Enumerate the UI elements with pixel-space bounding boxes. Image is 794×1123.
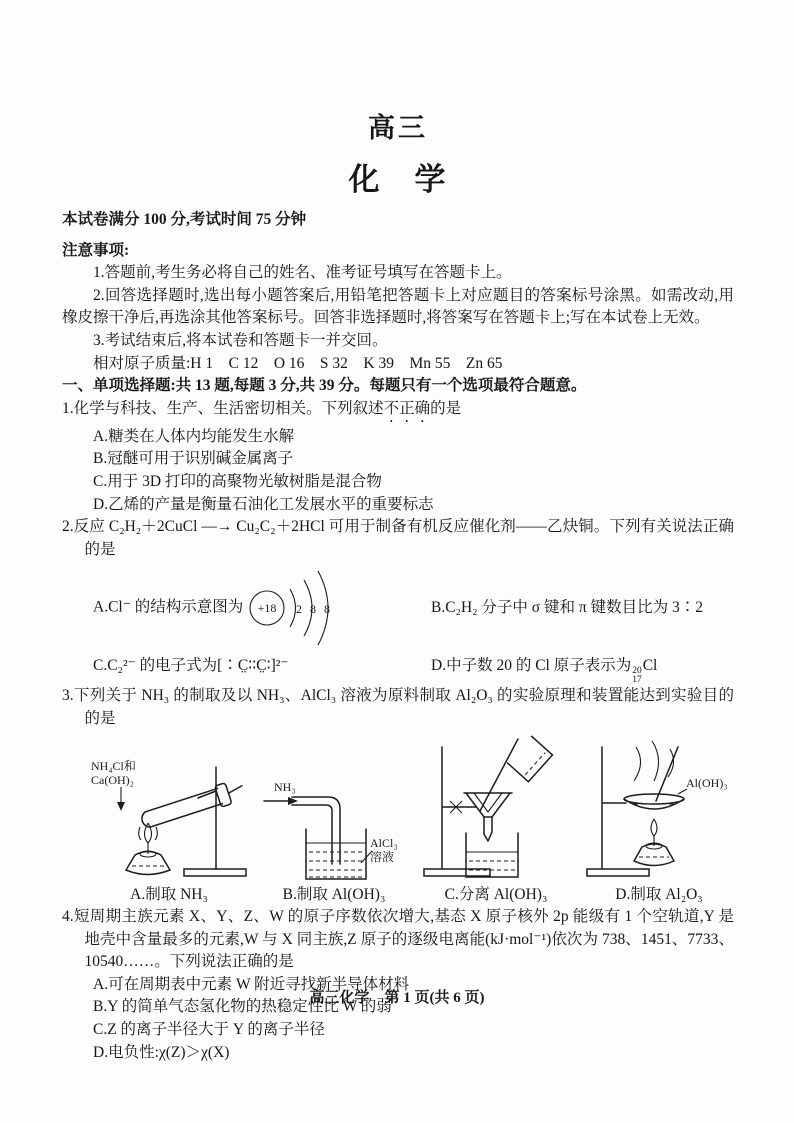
notice-title: 注意事项:	[62, 241, 130, 259]
figure-b	[260, 757, 408, 907]
figure-caption: C.分离 Al(OH)₃	[444, 885, 548, 903]
atomic-masses: 相对原子质量:H 1 C 12 O 16 S 32 K 39 Mn 55 Zn 65	[93, 354, 503, 372]
figure-caption: B.制取 Al(OH)₃	[282, 885, 386, 903]
reagent-label: Ca(OH)₂	[91, 772, 134, 787]
option	[431, 655, 734, 685]
option: A.糖类在人体内均能发生水解	[93, 427, 295, 445]
notice-item-1: 1.答题前,考生务必将自己的姓名、准考证号填写在答题卡上。	[93, 264, 512, 282]
figure-d	[584, 735, 734, 907]
nuclide-mass-number: 20	[632, 666, 642, 677]
reagent-label: NH₄Cl和	[91, 758, 136, 773]
apparatus-b-gas-into-beaker	[260, 757, 408, 883]
grade-title: 高三	[368, 113, 428, 143]
section-1-heading: 一、单项选择题:共 13 题,每题 3 分,共 39 分。每题只有一个选项最符合题意。	[62, 377, 587, 395]
shell-electron-count: 2	[296, 602, 303, 617]
figure-c	[418, 735, 574, 907]
q2-option-d-text: D.中子数 20 的 Cl 原子表示为	[431, 657, 632, 675]
figure-caption: A.制取 NH₃	[130, 885, 208, 903]
question-2-stem: 2.反应 C₂H₂＋2CuCl —→ Cu₂C₂＋2HCl 可用于制备有机反应催化剂——乙炔铜。下列有关说法正确的是	[62, 518, 734, 558]
shell-electron-count: 8	[324, 602, 331, 617]
figure-a	[88, 757, 250, 907]
option: B.C₂H₂ 分子中 σ 键和 π 键数目比为 3∶2	[431, 599, 703, 617]
question-2-options-row-1	[62, 561, 734, 655]
reagent-label: AlCl₃	[370, 835, 398, 850]
nuclide-atomic-number: 17	[632, 675, 642, 686]
option	[93, 565, 431, 651]
substance-label: Al(OH)₃	[686, 775, 728, 790]
question-1	[62, 398, 734, 516]
figure-caption: D.制取 Al₂O₃	[615, 885, 703, 903]
option: C.用于 3D 打印的高聚物光敏树脂是混合物	[93, 472, 382, 490]
nuclide-symbol: Cl	[642, 657, 658, 675]
apparatus-figures-row	[62, 735, 734, 907]
nucleus-charge-label: +18	[257, 601, 277, 616]
apparatus-d-evaporation	[584, 735, 734, 883]
option: B.Y 的简单气态氢化物的热稳定性比 W 的弱	[93, 998, 392, 1016]
option: C.C₂²⁻ 的电子式为[∶C̤∶∶C̤∶]²⁻	[93, 657, 289, 675]
q1-stem-pre: 1.化学与科技、生产、生活密切相关。下列叙述	[62, 399, 384, 417]
question-4-stem: 4.短周期主族元素 X、Y、Z、W 的原子序数依次增大,基态 X 原子核外 2p 能级有 1 个空轨道,Y 是地壳中含量最多的元素,W 与 X 同主族,Z 原子的逐级电离能(kJ·mol⁻¹)依次为 738、1451、7733、10540……。下列说法正确的是	[62, 908, 734, 971]
option: B.冠醚可用于识别碱金属离子	[93, 450, 294, 468]
notice-item-3: 3.考试结束后,将本试卷和答题卡一并交回。	[93, 331, 388, 349]
q1-stem-emphasis: 不正确	[383, 399, 431, 417]
gas-label: NH₃	[274, 779, 296, 794]
option: D.乙烯的产量是衡量石油化工发展水平的重要标志	[93, 495, 434, 513]
nuclide-notation	[632, 667, 642, 685]
q1-stem-post: 的是	[430, 399, 462, 417]
apparatus-c-filtration	[418, 735, 574, 883]
option: D.电负性:χ(Z)＞χ(X)	[93, 1043, 230, 1061]
q2-option-a-text: A.Cl⁻ 的结构示意图为	[93, 598, 244, 616]
reagent-label: 溶液	[370, 849, 395, 864]
question-2	[62, 516, 734, 685]
subject-title: 化 学	[348, 162, 448, 197]
page-footer: 高三化学 第 1 页(共 6 页)	[309, 990, 485, 1006]
question-1-stem	[62, 398, 734, 426]
exam-info: 本试卷满分 100 分,考试时间 75 分钟	[62, 211, 307, 228]
notice-section	[62, 240, 734, 376]
option: A.可在周期表中元素 W 附近寻找新半导体材料	[93, 975, 410, 993]
question-3	[62, 685, 734, 906]
atomic-structure-diagram	[245, 565, 349, 651]
option: C.Z 的离子半径大于 Y 的离子半径	[93, 1021, 325, 1039]
question-2-options-row-2	[62, 655, 734, 685]
shell-electron-count: 8	[310, 602, 317, 617]
apparatus-a-heating-test-tube	[88, 757, 250, 883]
notice-item-2: 2.回答选择题时,选出每小题答案后,用铅笔把答题卡上对应题目的答案标号涂黑。如需改动,用橡皮擦干净后,再选涂其他答案标号。回答非选择题时,将答案写在答题卡上;写在本试卷上无效。	[62, 286, 734, 327]
question-3-stem: 3.下列关于 NH₃ 的制取及以 NH₃、AlCl₃ 溶液为原料制取 Al₂O₃ 的实验原理和装置能达到实验目的的是	[62, 687, 734, 727]
